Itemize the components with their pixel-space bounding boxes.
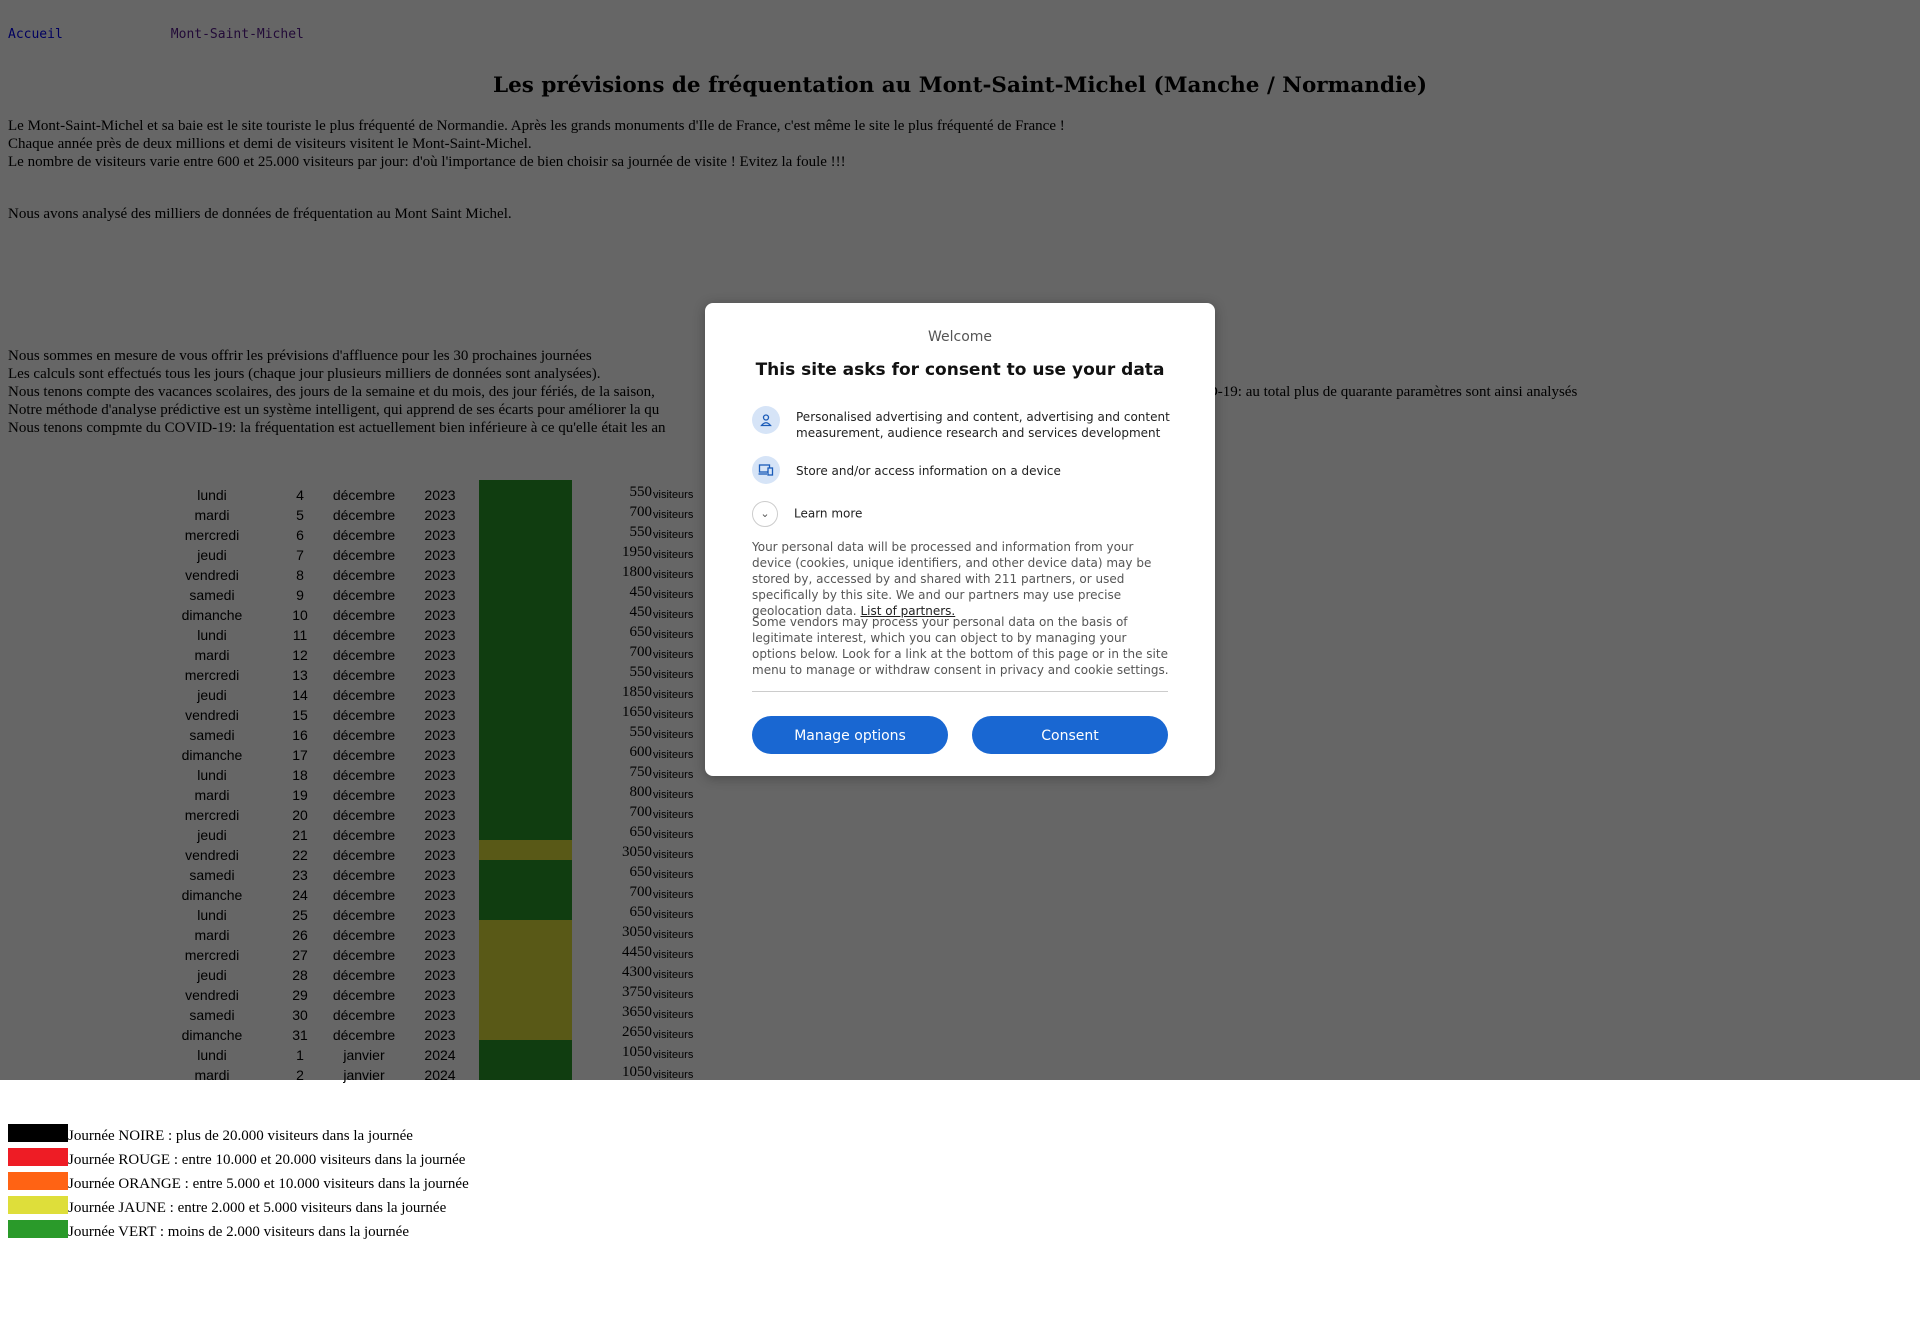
legend-label: Journée ORANGE : entre 5.000 et 10.000 visiteurs dans la journée xyxy=(68,1176,469,1192)
divider xyxy=(752,691,1168,692)
purpose-text: Personalised advertising and content, advertising and content measurement, audience research and services development xyxy=(796,410,1170,440)
learn-more-toggle[interactable] xyxy=(752,501,862,527)
legend-label: Journée VERT : moins de 2.000 visiteurs dans la journée xyxy=(68,1224,409,1240)
learn-more-label: Learn more xyxy=(794,506,863,521)
consent-welcome: Welcome xyxy=(927,329,993,345)
legend-label: Journée JAUNE : entre 2.000 et 5.000 visiteurs dans la journée xyxy=(68,1200,447,1216)
legend-label: Journée NOIRE : plus de 20.000 visiteurs dans la journée xyxy=(68,1128,413,1144)
device-icon xyxy=(752,456,780,484)
consent-title: This site asks for consent to use your data xyxy=(755,360,1165,380)
partners-link[interactable]: List of partners. xyxy=(860,604,956,618)
legend-swatch xyxy=(8,1148,68,1166)
consent-dialog xyxy=(705,303,1215,776)
purpose-text: Store and/or access information on a device xyxy=(796,464,1061,478)
legend-swatch xyxy=(8,1196,68,1214)
manage-options-button[interactable]: Manage options xyxy=(752,716,948,754)
legend-swatch xyxy=(8,1172,68,1190)
consent-button[interactable]: Consent xyxy=(972,716,1168,754)
legend-swatch xyxy=(8,1220,68,1238)
consent-body-legit: Some vendors may process your personal data on the basis of legitimate interest, which you can object to by managing your options below. Look for a link at the bottom of this page or in the site menu to manage or withdraw consent in privacy and cookie settings. xyxy=(752,615,1169,677)
legend-label: Journée ROUGE : entre 10.000 et 20.000 visiteurs dans la journée xyxy=(68,1152,466,1168)
person-icon xyxy=(752,406,780,434)
chevron-down-icon: ⌄ xyxy=(752,501,778,527)
legend-swatch xyxy=(8,1124,68,1142)
consent-body: Your personal data will be processed and information from your device (cookies, unique identifiers, and other device data) may be stored by, accessed by and shared with 211 partners, or used specifically by this site. We and our partners may use precise geolocation data. List of partners. xyxy=(752,540,1152,618)
